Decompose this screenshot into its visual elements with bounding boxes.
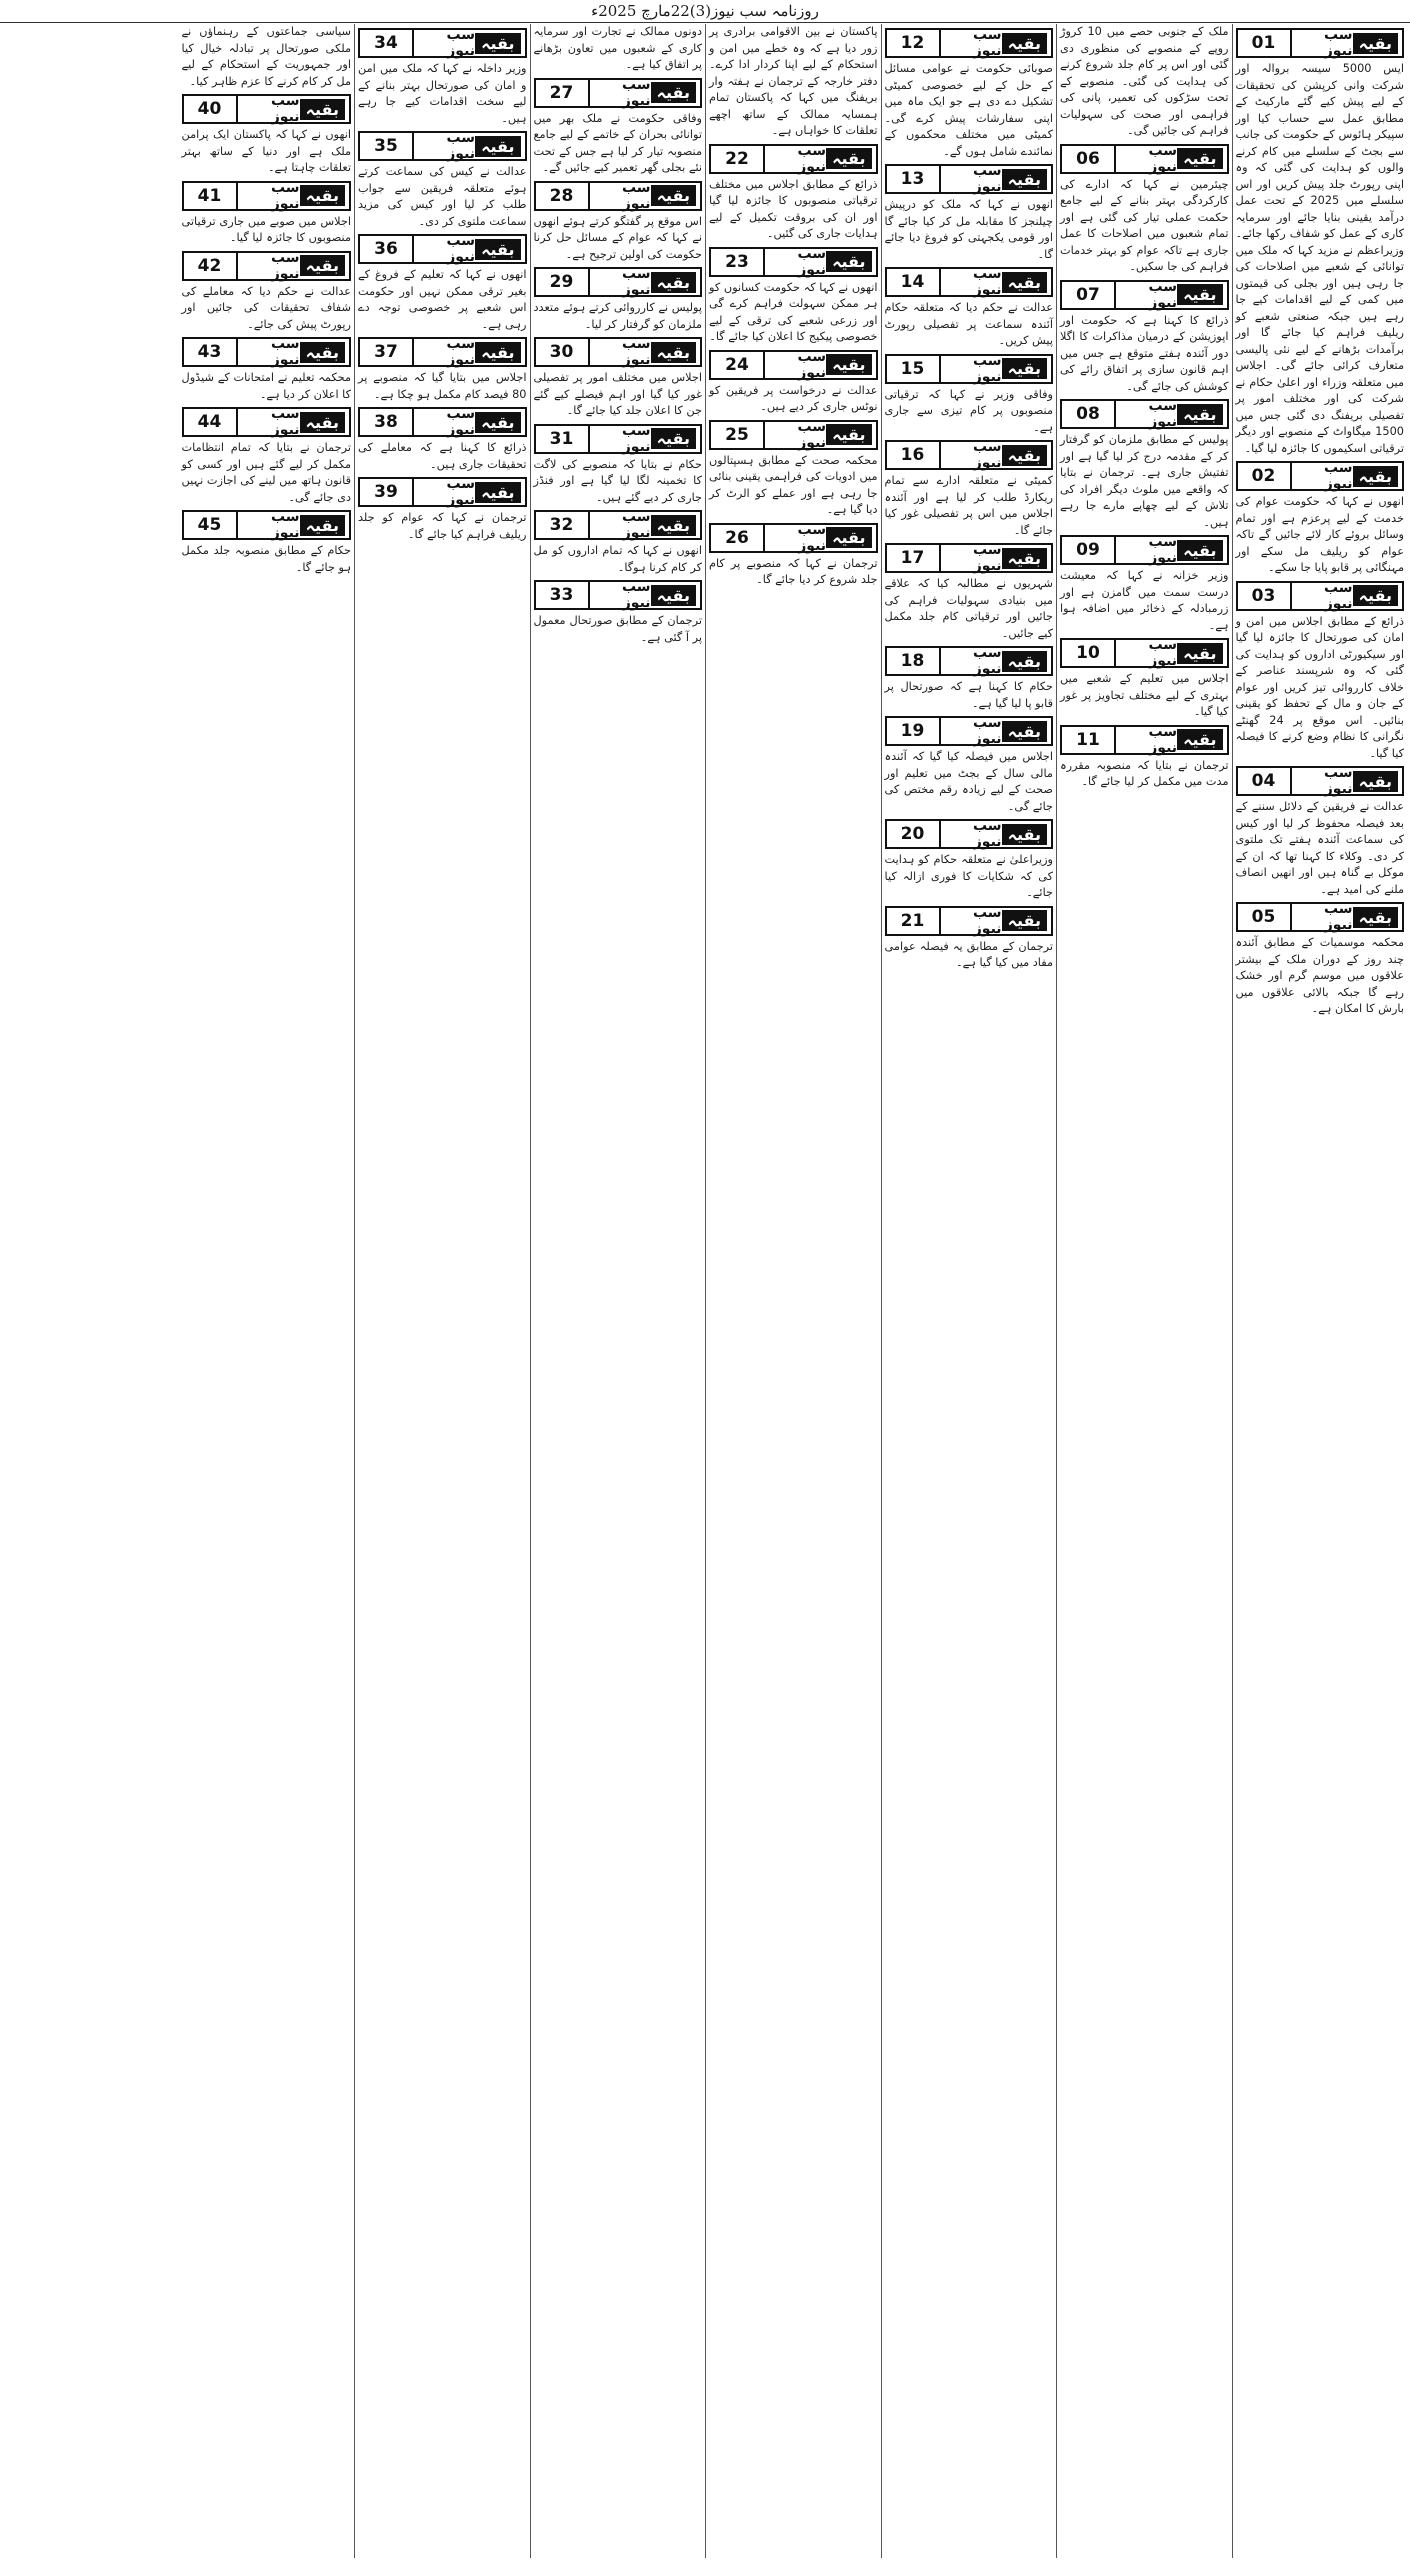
baqia-word: بقیہ — [1002, 721, 1047, 742]
article-text: ترجمان نے کہا کہ عوام کو جلد ریلیف فراہم کیا جائے گا۔ — [358, 511, 527, 541]
baqia-word: بقیہ — [651, 515, 696, 536]
columns-container — [3, 24, 1407, 2558]
sub-news-word: سب نیوز — [972, 27, 1002, 59]
baqia-header — [885, 354, 1054, 384]
baqia-header — [885, 543, 1054, 573]
baqia-word: بقیہ — [1353, 33, 1398, 54]
baqia-number: 37 — [360, 339, 414, 365]
baqia-word: بقیہ — [1177, 540, 1222, 561]
article-text: عدالت نے کیس کی سماعت کرتے ہوئے متعلقہ فریقین سے جواب طلب کر لیا اور کیس کی مزید سماعت ملتوی کر دی۔ — [358, 165, 527, 228]
baqia-label — [941, 904, 1052, 937]
baqia-number: 19 — [887, 718, 941, 744]
article-text: وزیر داخلہ نے کہا کہ ملک میں امن و امان کی صورتحال بہتر بنانے کے لیے سخت اقدامات کیے جا رہے ہیں۔ — [358, 62, 527, 125]
baqia-number: 30 — [536, 339, 590, 365]
baqia-label — [1292, 765, 1403, 797]
article-text: کمیٹی نے متعلقہ ادارے سے تمام ریکارڈ طلب کر لیا ہے اور آئندہ اجلاس میں اس پر تفصیلی غور کیا جائے گا۔ — [884, 474, 1053, 537]
baqia-number: 16 — [887, 442, 941, 468]
sub-news-word: سب نیوز — [1148, 534, 1178, 566]
baqia-number: 38 — [360, 409, 414, 435]
baqia-header — [885, 440, 1054, 470]
baqia-number: 06 — [1062, 146, 1116, 172]
baqia-number: 04 — [1238, 768, 1292, 794]
article-text: ذرائع کا کہنا ہے کہ معاملے کی تحقیقات جاری ہیں۔ — [358, 441, 527, 471]
baqia-label — [590, 422, 701, 455]
baqia-word: بقیہ — [475, 33, 520, 54]
news-column — [1232, 24, 1408, 2558]
baqia-header — [1060, 638, 1229, 668]
article-text: وزیر خزانہ نے کہا کہ معیشت درست سمت میں گامزن ہے اور زرمبادلہ کے ذخائر میں اضافہ ہوا ہے۔ — [1060, 569, 1229, 632]
baqia-header — [358, 131, 527, 161]
baqia-header — [885, 906, 1054, 936]
news-column — [881, 24, 1057, 2558]
article-text: اس موقع پر گفتگو کرتے ہوئے انھوں نے کہا کہ عوام کے مسائل حل کرنا حکومت کی اولین ترجیح ہے۔ — [533, 214, 702, 261]
baqia-header — [534, 78, 703, 108]
sub-news-word: سب نیوز — [446, 27, 476, 59]
sub-news-word: سب نیوز — [621, 579, 651, 611]
sub-news-word: سب نیوز — [270, 509, 300, 541]
baqia-header — [358, 28, 527, 58]
sub-news-word: سب نیوز — [797, 521, 827, 554]
article-text: محکمہ تعلیم نے امتحانات کے شیڈول کا اعلان کر دیا ہے۔ — [181, 371, 351, 401]
sub-news-word: سب نیوز — [972, 645, 1002, 677]
article-text: محکمہ صحت کے مطابق ہسپتالوں میں ادویات کی فراہمی یقینی بنائی جا رہی ہے اور عملے کو الرٹ کر دیا گیا ہے۔ — [709, 453, 878, 516]
baqia-number: 44 — [184, 409, 238, 435]
baqia-word: بقیہ — [826, 148, 871, 169]
baqia-label — [414, 406, 525, 438]
baqia-number: 17 — [887, 545, 941, 571]
baqia-number: 41 — [184, 183, 238, 209]
baqia-label — [414, 27, 525, 59]
article-text: وزیراعلیٰ نے متعلقہ حکام کو ہدایت کی کہ شکایات کا فوری ازالہ کیا جائے۔ — [884, 853, 1053, 899]
baqia-word: بقیہ — [651, 585, 696, 606]
baqia-header — [885, 646, 1054, 676]
baqia-header — [534, 181, 703, 211]
baqia-header — [885, 716, 1054, 746]
article-text: محکمہ موسمیات کے مطابق آئندہ چند روز کے دوران ملک کے بیشتر علاقوں میں موسم گرم اور خشک رہے گا جبکہ بالائی علاقوں میں بارش کا امکان ہے۔ — [1235, 936, 1404, 1015]
article-text: عدالت نے فریقین کے دلائل سننے کے بعد فیصلہ محفوظ کر لیا اور کیس کی سماعت آئندہ ہفتے تک ملتوی کر دی۔ وکلاء کا کہنا تھا کہ ان کے موکل بے گناہ ہیں اور انھیں انصاف ملنے کی امید ہے۔ — [1235, 800, 1404, 896]
baqia-word: بقیہ — [475, 342, 520, 363]
baqia-number: 28 — [536, 183, 590, 209]
sub-news-word: سب نیوز — [972, 163, 1002, 195]
baqia-label — [941, 818, 1052, 850]
baqia-word: بقیہ — [300, 185, 345, 206]
baqia-number: 18 — [887, 648, 941, 674]
baqia-label — [765, 142, 876, 175]
article-text: ترجمان کے مطابق صورتحال معمول پر آ گئی ہے۔ — [533, 614, 702, 644]
baqia-number: 29 — [536, 269, 590, 295]
baqia-word: بقیہ — [1002, 169, 1047, 190]
sub-news-word: سب نیوز — [621, 266, 651, 298]
baqia-label — [590, 509, 701, 541]
baqia-label — [414, 476, 525, 508]
baqia-header — [1236, 581, 1405, 611]
baqia-number: 14 — [887, 269, 941, 295]
news-column — [354, 24, 530, 2558]
baqia-header — [709, 523, 878, 553]
baqia-label — [941, 266, 1052, 298]
article-text: وفاقی حکومت نے ملک بھر میں توانائی بحران کے خاتمے کے لیے جامع منصوبہ تیار کر لیا ہے جس کے تحت نئے بجلی گھر تعمیر کیے جائیں گے۔ — [533, 111, 702, 174]
sub-news-word: سب نیوز — [797, 142, 827, 175]
baqia-number: 05 — [1238, 904, 1292, 930]
baqia-word: بقیہ — [1177, 148, 1222, 169]
baqia-word: بقیہ — [1353, 771, 1398, 792]
article-text: انھوں نے کہا کہ پاکستان ایک پرامن ملک ہے اور دنیا کے ساتھ بہتر تعلقات چاہتا ہے۔ — [181, 128, 351, 174]
baqia-number: 23 — [711, 249, 765, 275]
baqia-word: بقیہ — [1002, 272, 1047, 293]
article-text: شہریوں نے مطالبہ کیا کہ علاقے میں بنیادی سہولیات فراہم کی جائیں اور ترقیاتی کام جلد مکمل کیے جائیں۔ — [884, 577, 1053, 640]
baqia-header — [182, 407, 352, 437]
baqia-word: بقیہ — [651, 342, 696, 363]
sub-news-word: سب نیوز — [270, 406, 300, 438]
sub-news-word: سب نیوز — [446, 130, 476, 162]
article-text: پولیس کے مطابق ملزمان کو گرفتار کر کے مقدمہ درج کر لیا گیا ہے اور تفتیش جاری ہے۔ ترجمان نے بتایا کہ واقعے میں ملوث دیگر افراد کی تلاش کے لیے چھاپے مارے جا رہے ہیں۔ — [1060, 433, 1229, 529]
baqia-word: بقیہ — [475, 136, 520, 157]
baqia-label — [238, 179, 350, 212]
article-text: ملک کے جنوبی حصے میں 10 کروڑ روپے کے منصوبے کی منظوری دی گئی اور اس پر کام جلد شروع کرنے کی ہدایت کی گئی۔ منصوبے کے تحت سڑکوں کی تعمیر، پانی کی فراہمی اور صحت کی سہولیات فراہم کی جائیں گی۔ — [1060, 25, 1229, 137]
baqia-label — [590, 179, 701, 212]
baqia-header — [534, 510, 703, 540]
baqia-number: 39 — [360, 479, 414, 505]
baqia-label — [765, 521, 876, 554]
baqia-label — [765, 418, 876, 451]
baqia-label — [1116, 142, 1227, 175]
article-text: عدالت نے حکم دیا کہ معاملے کی شفاف تحقیقات کی جائیں اور رپورٹ پیش کی جائے۔ — [181, 284, 351, 331]
baqia-header — [534, 580, 703, 610]
baqia-header — [182, 337, 352, 367]
news-column — [530, 24, 706, 2558]
baqia-label — [238, 336, 350, 368]
article-text: عدالت نے حکم دیا کہ متعلقہ حکام آئندہ سماعت پر تفصیلی رپورٹ پیش کریں۔ — [884, 301, 1053, 347]
baqia-number: 22 — [711, 146, 765, 172]
baqia-number: 03 — [1238, 583, 1292, 609]
sub-news-word: سب نیوز — [1323, 765, 1353, 797]
baqia-header — [1060, 399, 1229, 429]
baqia-label — [941, 439, 1052, 471]
baqia-word: بقیہ — [1002, 358, 1047, 379]
news-column — [1056, 24, 1232, 2558]
baqia-label — [238, 509, 350, 541]
baqia-label — [1116, 723, 1227, 756]
article-text: سیاسی جماعتوں کے رہنماؤں نے ملکی صورتحال پر تبادلہ خیال کیا اور جمہوریت کے استحکام کے لیے مل کر کام کرنے کا عزم ظاہر کیا۔ — [181, 25, 351, 88]
baqia-number: 07 — [1062, 282, 1116, 308]
baqia-header — [358, 337, 527, 367]
baqia-label — [941, 27, 1052, 59]
baqia-number: 45 — [184, 512, 238, 538]
baqia-number: 24 — [711, 352, 765, 378]
baqia-label — [1116, 278, 1227, 311]
sub-news-word: سب نیوز — [972, 266, 1002, 298]
article-text: ذرائع کا کہنا ہے کہ حکومت اور اپوزیشن کے درمیان مذاکرات کا اگلا دور آئندہ ہفتے متوقع ہے جس میں اہم قانون سازی پر اتفاق رائے کی کوشش کی جائے گی۔ — [1060, 313, 1229, 393]
baqia-number: 34 — [360, 30, 414, 56]
article-text: انھوں نے کہا کہ ملک کو درپیش چیلنجز کا مقابلہ مل کر کیا جائے گا اور قومی یکجہتی کو فروغ دیا جائے گا۔ — [884, 198, 1053, 261]
baqia-word: بقیہ — [826, 354, 871, 375]
baqia-label — [590, 76, 701, 109]
baqia-word: بقیہ — [300, 342, 345, 363]
baqia-word: بقیہ — [651, 82, 696, 103]
sub-news-word: سب نیوز — [972, 904, 1002, 937]
baqia-number: 25 — [711, 422, 765, 448]
baqia-word: بقیہ — [1177, 643, 1222, 664]
sub-news-word: سب نیوز — [1148, 278, 1178, 311]
sub-news-word: سب نیوز — [1148, 723, 1178, 756]
baqia-label — [238, 249, 350, 282]
baqia-word: بقیہ — [1177, 284, 1222, 305]
sub-news-word: سب نیوز — [1323, 579, 1353, 612]
news-column — [179, 24, 355, 2558]
baqia-header — [885, 164, 1054, 194]
baqia-word: بقیہ — [1353, 585, 1398, 606]
article-text: انھوں نے کہا کہ حکومت عوام کی خدمت کے لیے پرعزم ہے اور تمام وسائل بروئے کار لائے جائیں گے تاکہ عوام کو ریلیف مل سکے اور مہنگائی پر قابو پایا جا سکے۔ — [1235, 495, 1404, 574]
sub-news-word: سب نیوز — [1148, 398, 1178, 430]
baqia-word: بقیہ — [1353, 466, 1398, 487]
baqia-number: 02 — [1238, 463, 1292, 489]
baqia-label — [1116, 534, 1227, 566]
baqia-header — [358, 234, 527, 264]
article-text: حکام کا کہنا ہے کہ صورتحال پر قابو پا لیا گیا ہے۔ — [884, 680, 1053, 710]
sub-news-word: سب نیوز — [797, 418, 827, 451]
baqia-word: بقیہ — [300, 515, 345, 536]
baqia-label — [1292, 27, 1403, 59]
baqia-number: 33 — [536, 582, 590, 608]
sub-news-word: سب نیوز — [270, 93, 300, 125]
baqia-label — [941, 352, 1052, 385]
article-text: وفاقی وزیر نے کہا کہ ترقیاتی منصوبوں پر کام تیزی سے جاری ہے۔ — [884, 387, 1053, 434]
baqia-header — [1060, 535, 1229, 565]
baqia-header — [885, 267, 1054, 297]
baqia-label — [590, 579, 701, 611]
baqia-header — [182, 510, 352, 540]
baqia-header — [1236, 902, 1405, 932]
baqia-number: 42 — [184, 253, 238, 279]
baqia-number: 40 — [184, 96, 238, 122]
sub-news-word: سب نیوز — [621, 179, 651, 212]
article-text: عدالت نے درخواست پر فریقین کو نوٹس جاری کر دیے ہیں۔ — [709, 383, 878, 413]
baqia-label — [238, 93, 350, 125]
baqia-word: بقیہ — [1002, 548, 1047, 569]
baqia-label — [1116, 398, 1227, 430]
baqia-header — [358, 407, 527, 437]
baqia-header — [709, 247, 878, 277]
baqia-label — [765, 348, 876, 381]
baqia-word: بقیہ — [475, 239, 520, 260]
baqia-word: بقیہ — [826, 424, 871, 445]
article-text: ترجمان کے مطابق یہ فیصلہ عوامی مفاد میں کیا گیا ہے۔ — [884, 939, 1053, 969]
baqia-number: 43 — [184, 339, 238, 365]
sub-news-word: سب نیوز — [1148, 142, 1178, 175]
baqia-word: بقیہ — [300, 412, 345, 433]
baqia-header — [182, 94, 352, 124]
baqia-header — [1060, 144, 1229, 174]
baqia-word: بقیہ — [1002, 651, 1047, 672]
article-text: ذرائع کے مطابق اجلاس میں مختلف ترقیاتی منصوبوں کا جائزہ لیا گیا اور ان کی بروقت تکمیل کے لیے ہدایات جاری کی گئیں۔ — [709, 177, 878, 240]
baqia-label — [941, 645, 1052, 677]
article-text: انھوں نے کہا کہ تعلیم کے فروغ کے بغیر ترقی ممکن نہیں اور حکومت اس شعبے پر خصوصی توجہ دے رہی ہے۔ — [358, 268, 527, 331]
sub-news-word: سب نیوز — [1323, 27, 1353, 59]
article-text: حکام نے بتایا کہ منصوبے کی لاگت کا تخمینہ لگا لیا گیا ہے اور فنڈز جاری کر دیے گئے ہیں۔ — [533, 457, 702, 504]
article-text: اجلاس میں فیصلہ کیا گیا کہ آئندہ مالی سال کے بجٹ میں تعلیم اور صحت کے لیے زیادہ رقم مختص کی جائے گی۔ — [884, 750, 1053, 813]
baqia-header — [182, 181, 352, 211]
sub-news-word: سب نیوز — [972, 352, 1002, 385]
baqia-label — [414, 233, 525, 265]
baqia-label — [238, 406, 350, 438]
article-text: حکام کے مطابق منصوبہ جلد مکمل ہو جائے گا۔ — [181, 544, 351, 574]
baqia-word: بقیہ — [300, 99, 345, 120]
baqia-word: بقیہ — [1177, 729, 1222, 750]
sub-news-word: سب نیوز — [621, 509, 651, 541]
baqia-header — [1236, 461, 1405, 491]
baqia-header — [709, 350, 878, 380]
baqia-word: بقیہ — [826, 251, 871, 272]
baqia-word: بقیہ — [651, 428, 696, 449]
baqia-header — [534, 424, 703, 454]
baqia-word: بقیہ — [1002, 33, 1047, 54]
baqia-header — [885, 28, 1054, 58]
baqia-word: بقیہ — [475, 482, 520, 503]
baqia-word: بقیہ — [300, 255, 345, 276]
masthead: روزنامہ سب نیوز(3)22مارچ 2025ء — [0, 0, 1410, 23]
baqia-number: 09 — [1062, 537, 1116, 563]
sub-news-word: سب نیوز — [972, 439, 1002, 471]
baqia-word: بقیہ — [651, 185, 696, 206]
baqia-number: 20 — [887, 821, 941, 847]
baqia-number: 10 — [1062, 640, 1116, 666]
baqia-header — [534, 337, 703, 367]
sub-news-word: سب نیوز — [270, 179, 300, 212]
sub-news-word: سب نیوز — [621, 422, 651, 455]
baqia-header — [709, 420, 878, 450]
article-text: ایس 5000 سیسہ بروالہ اور شرکت وانی کرپشن کی تحقیقات کے لیے پیش کیے گئے مارکیٹ کے مطابق عمل سے حساب کیا اور سپیکر ہائوس کے حکومت کی جانب سے بجٹ کے سلسلے میں کام کرنے والوں کو ہدایت کی گئی کہ وہ اپنی رپورٹ جلد پیش کریں اور اس سلسلے میں 2025 کے تحت عمل درآمد یقینی بنایا جائے اور سرمایہ کاری کے عمل کو شفاف رکھا جائے۔ وزیراعظم نے مزید کہا کہ ملک میں توانائی کے شعبے میں اصلاحات کی جا رہی ہیں اور بجلی کی قیمتوں میں کمی کے لیے اقدامات کیے جا رہے ہیں جبکہ صنعتی شعبے کو ریلیف فراہم کیا جائے گا اور برآمدات بڑھانے کے لیے نئی پالیسی متعارف کرائی جائے گی۔ اجلاس میں متعلقہ وزراء اور اعلیٰ حکام نے شرکت کی اور مختلف امور پر تفصیلی بریفنگ دی گئی جس میں 1500 میگاواٹ کے منصوبے اور دیگر ترقیاتی اسکیموں کا جائزہ لیا گیا۔ — [1235, 62, 1404, 455]
sub-news-word: سب نیوز — [621, 336, 651, 368]
baqia-label — [1292, 579, 1403, 612]
article-text: اجلاس میں صوبے میں جاری ترقیاتی منصوبوں کا جائزہ لیا گیا۔ — [181, 214, 351, 244]
baqia-number: 35 — [360, 133, 414, 159]
baqia-header — [1060, 280, 1229, 310]
sub-news-word: سب نیوز — [621, 76, 651, 109]
baqia-word: بقیہ — [1002, 910, 1047, 931]
article-text: پولیس نے کارروائی کرتے ہوئے متعدد ملزمان کو گرفتار کر لیا۔ — [533, 301, 702, 331]
baqia-number: 01 — [1238, 30, 1292, 56]
baqia-label — [1116, 637, 1227, 669]
baqia-label — [414, 130, 525, 162]
sub-news-word: سب نیوز — [1323, 901, 1353, 933]
sub-news-word: سب نیوز — [446, 233, 476, 265]
baqia-header — [1236, 766, 1405, 796]
baqia-label — [1292, 901, 1403, 933]
baqia-label — [590, 266, 701, 298]
baqia-label — [941, 715, 1052, 747]
baqia-number: 11 — [1062, 727, 1116, 753]
baqia-label — [590, 336, 701, 368]
sub-news-word: سب نیوز — [972, 715, 1002, 747]
baqia-word: بقیہ — [1353, 907, 1398, 928]
baqia-header — [1236, 28, 1405, 58]
article-text: ذرائع کے مطابق اجلاس میں امن و امان کی صورتحال کا جائزہ لیا گیا اور سیکیورٹی اداروں کو ہدایت کی گئی کہ وہ شرپسند عناصر کے خلاف کارروائی تیز کریں اور عوام کے جان و مال کے تحفظ کو یقینی بنائیں۔ اس موقع پر 24 گھنٹے نگرانی کا نظام وضع کرنے کا فیصلہ کیا گیا۔ — [1235, 614, 1404, 760]
baqia-header — [182, 251, 352, 281]
baqia-number: 08 — [1062, 401, 1116, 427]
article-text: چیئرمین نے کہا کہ ادارے کی کارکردگی بہتر بنانے کے لیے جامع حکمت عملی تیار کی گئی ہے اور تمام شعبوں میں اصلاحات کا عمل جاری ہے تاکہ عوام کو بہتر خدمات فراہم کی جا سکیں۔ — [1060, 177, 1229, 273]
baqia-header — [358, 477, 527, 507]
sub-news-word: سب نیوز — [446, 476, 476, 508]
article-text: انھوں نے کہا کہ تمام اداروں کو مل کر کام کرنا ہوگا۔ — [533, 544, 702, 574]
baqia-number: 15 — [887, 356, 941, 382]
article-text: انھوں نے کہا کہ حکومت کسانوں کو ہر ممکن سہولت فراہم کرے گی اور زرعی شعبے کی ترقی کے لیے خصوصی پیکیج کا اعلان کیا جائے گا۔ — [709, 280, 878, 343]
baqia-label — [941, 542, 1052, 574]
baqia-label — [941, 163, 1052, 195]
baqia-number: 21 — [887, 908, 941, 934]
sub-news-word: سب نیوز — [972, 542, 1002, 574]
article-text: پاکستان نے بین الاقوامی برادری پر زور دیا ہے کہ وہ خطے میں امن و استحکام کے لیے اپنا کردار ادا کرے۔ دفتر خارجہ کے ترجمان نے ہفتہ وار بریفنگ میں کہا کہ پاکستان تمام ہمسایہ ممالک کے ساتھ اچھے تعلقات کا خواہاں ہے۔ — [709, 25, 878, 137]
article-text: ترجمان نے کہا کہ منصوبے پر کام جلد شروع کر دیا جائے گا۔ — [709, 556, 878, 586]
baqia-number: 26 — [711, 525, 765, 551]
article-text: ترجمان نے بتایا کہ منصوبہ مقررہ مدت میں مکمل کر لیا جائے گا۔ — [1060, 758, 1229, 788]
baqia-word: بقیہ — [826, 527, 871, 548]
baqia-header — [1060, 725, 1229, 755]
baqia-number: 36 — [360, 236, 414, 262]
baqia-word: بقیہ — [1002, 824, 1047, 845]
article-text: صوبائی حکومت نے عوامی مسائل کے حل کے لیے خصوصی کمیٹی تشکیل دے دی ہے جو ایک ماہ میں اپنی سفارشات پیش کرے گی۔ کمیٹی میں مختلف محکموں کے نمائندے شامل ہوں گے۔ — [884, 62, 1053, 158]
baqia-number: 13 — [887, 166, 941, 192]
baqia-word: بقیہ — [1002, 445, 1047, 466]
article-text: اجلاس میں مختلف امور پر تفصیلی غور کیا گیا اور اہم فیصلے کیے گئے جن کا اعلان جلد کیا جائے گا۔ — [533, 371, 702, 417]
baqia-label — [414, 336, 525, 368]
news-column — [705, 24, 881, 2558]
baqia-header — [709, 144, 878, 174]
article-text: اجلاس میں بتایا گیا کہ منصوبے پر 80 فیصد کام مکمل ہو چکا ہے۔ — [358, 371, 527, 401]
baqia-header — [534, 267, 703, 297]
baqia-word: بقیہ — [475, 412, 520, 433]
baqia-label — [1292, 460, 1403, 492]
baqia-label — [765, 245, 876, 278]
baqia-number: 31 — [536, 426, 590, 452]
sub-news-word: سب نیوز — [446, 336, 476, 368]
sub-news-word: سب نیوز — [797, 245, 827, 278]
sub-news-word: سب نیوز — [446, 406, 476, 438]
sub-news-word: سب نیوز — [972, 818, 1002, 850]
baqia-number: 32 — [536, 512, 590, 538]
sub-news-word: سب نیوز — [797, 348, 827, 381]
sub-news-word: سب نیوز — [1148, 637, 1178, 669]
sub-news-word: سب نیوز — [270, 336, 300, 368]
article-text: اجلاس میں تعلیم کے شعبے میں بہتری کے لیے مختلف تجاویز پر غور کیا گیا۔ — [1060, 672, 1229, 718]
article-text: ترجمان نے بتایا کہ تمام انتظامات مکمل کر لیے گئے ہیں اور کسی کو قانون ہاتھ میں لینے کی اجازت نہیں دی جائے گی۔ — [181, 441, 351, 504]
baqia-number: 12 — [887, 30, 941, 56]
baqia-number: 27 — [536, 80, 590, 106]
baqia-header — [885, 819, 1054, 849]
baqia-word: بقیہ — [1177, 404, 1222, 425]
sub-news-word: سب نیوز — [270, 249, 300, 282]
article-text: دونوں ممالک نے تجارت اور سرمایہ کاری کے شعبوں میں تعاون بڑھانے پر اتفاق کیا ہے۔ — [533, 25, 702, 71]
baqia-word: بقیہ — [651, 272, 696, 293]
sub-news-word: سب نیوز — [1323, 460, 1353, 492]
